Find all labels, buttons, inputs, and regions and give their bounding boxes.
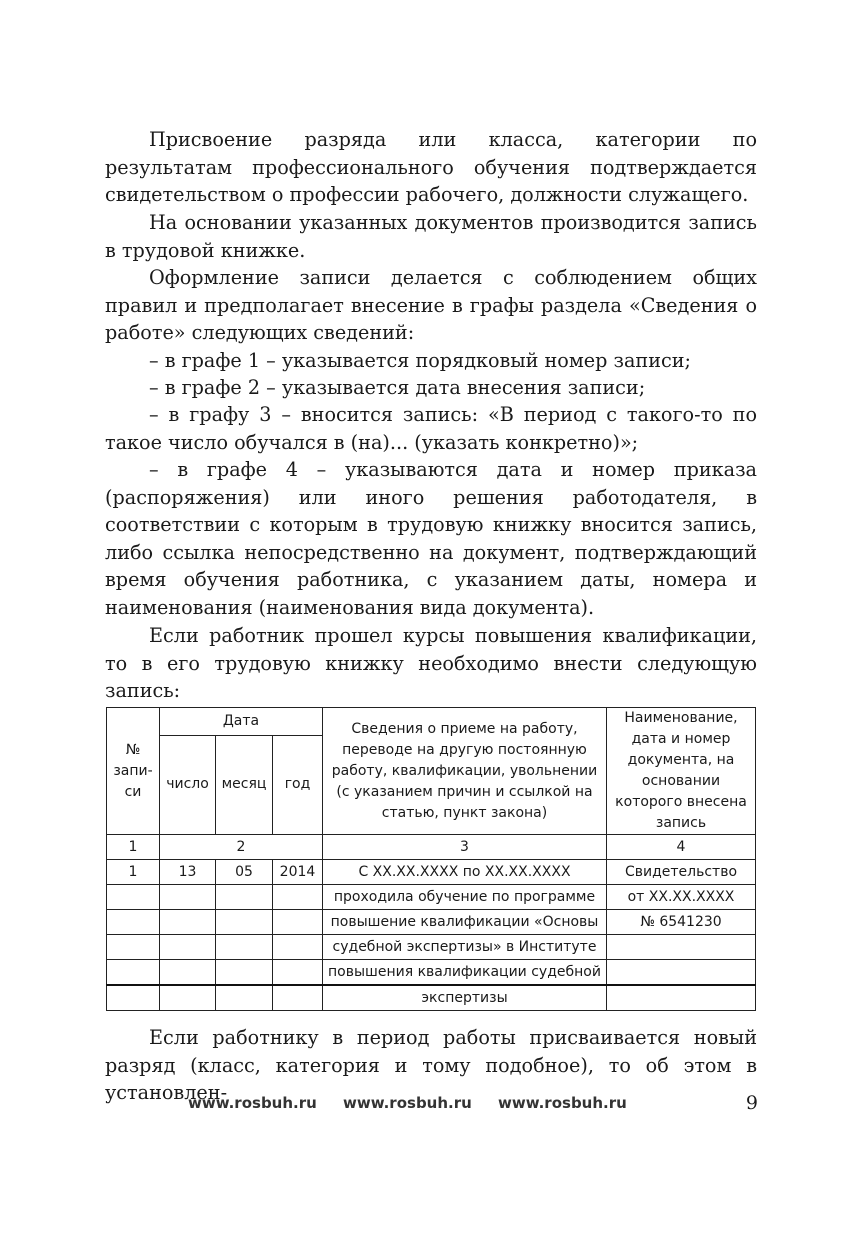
page-number: 9	[745, 1092, 758, 1114]
cell-month	[216, 960, 273, 986]
col-number: 4	[607, 835, 756, 860]
cell-doc	[607, 985, 756, 1011]
footer-link[interactable]: www.rosbuh.ru	[188, 1094, 317, 1112]
cell-doc: № 6541230	[607, 910, 756, 935]
table-row	[107, 960, 756, 986]
footer-link[interactable]: www.rosbuh.ru	[498, 1094, 627, 1112]
cell-info: экспертизы	[323, 985, 607, 1011]
cell-no	[107, 885, 160, 910]
table-row	[107, 985, 756, 1011]
cell-info: повышение квалификации «Основы	[323, 910, 607, 935]
table-row	[107, 860, 756, 885]
cell-doc	[607, 935, 756, 960]
paragraph: Оформление записи делается с соблюдением общих правил и предполагает внесение в графы раздела «Сведения о работе» следующих сведений:	[105, 266, 757, 344]
footer-link[interactable]: www.rosbuh.ru	[343, 1094, 472, 1112]
cell-month	[216, 935, 273, 960]
col-number: 2	[160, 835, 323, 860]
table-row	[107, 885, 756, 910]
cell-day	[160, 885, 216, 910]
list-item: – в графе 4 – указываются дата и номер приказа (распоряжения) или иного решения работодателя, в соответствии с которым в трудовую книжку вносится запись, либо ссылка непосредственно на документ, подтверждающий время обучения работника, с указанием даты, номера и наименования (наименования вида документа).	[105, 458, 757, 619]
cell-no	[107, 910, 160, 935]
cell-no	[107, 985, 160, 1011]
cell-year	[273, 910, 323, 935]
cell-info: С ХХ.ХХ.ХХХХ по ХХ.ХХ.ХХХХ	[323, 860, 607, 885]
cell-year	[273, 960, 323, 986]
header-record-no: № запи-си	[107, 708, 160, 835]
paragraph: Если работнику в период работы присваивается новый разряд (класс, категория и тому подобное), то об этом в установлен-	[105, 1026, 757, 1104]
cell-no	[107, 935, 160, 960]
cell-month: 05	[216, 860, 273, 885]
header-day: число	[160, 735, 216, 834]
paragraph: На основании указанных документов производится запись в трудовой книжке.	[105, 211, 757, 262]
header-month: месяц	[216, 735, 273, 834]
header-date: Дата	[160, 708, 323, 736]
table-row	[107, 910, 756, 935]
cell-year: 2014	[273, 860, 323, 885]
list-item: – в графе 1 – указывается порядковый номер записи;	[149, 349, 691, 372]
cell-month	[216, 885, 273, 910]
cell-info: проходила обучение по программе	[323, 885, 607, 910]
header-year: год	[273, 735, 323, 834]
cell-info: повышения квалификации судебной	[323, 960, 607, 986]
cell-doc: Свидетельство	[607, 860, 756, 885]
cell-year	[273, 885, 323, 910]
cell-month	[216, 985, 273, 1011]
paragraph: Если работник прошел курсы повышения квалификации, то в его трудовую книжку необходимо внести следующую запись:	[105, 624, 757, 702]
paragraph: Присвоение разряда или класса, категории по результатам профессионального обучения подтверждается свидетельством о профессии рабочего, должности служащего.	[105, 128, 757, 206]
list-item: – в графе 2 – указывается дата внесения записи;	[149, 376, 646, 399]
work-record-table	[106, 707, 756, 1011]
cell-day	[160, 935, 216, 960]
cell-no	[107, 960, 160, 986]
cell-doc: от ХХ.ХХ.ХХХХ	[607, 885, 756, 910]
cell-year	[273, 985, 323, 1011]
cell-day: 13	[160, 860, 216, 885]
cell-day	[160, 960, 216, 986]
cell-year	[273, 935, 323, 960]
table-row	[107, 935, 756, 960]
col-number: 1	[107, 835, 160, 860]
header-document: Наименование, дата и номер документа, на основании которого внесена запись	[607, 708, 756, 835]
list-item: – в графу 3 – вносится запись: «В период с такого-то по такое число обучался в (на)... (указать конкретно)»;	[105, 403, 757, 454]
col-number: 3	[323, 835, 607, 860]
cell-month	[216, 910, 273, 935]
cell-day	[160, 910, 216, 935]
cell-no: 1	[107, 860, 160, 885]
cell-doc	[607, 960, 756, 986]
cell-info: судебной экспертизы» в Институте	[323, 935, 607, 960]
cell-day	[160, 985, 216, 1011]
header-info: Сведения о приеме на работу, переводе на другую постоянную работу, квалификации, увольнении (с указанием причин и ссылкой на статью, пункт закона)	[323, 708, 607, 835]
